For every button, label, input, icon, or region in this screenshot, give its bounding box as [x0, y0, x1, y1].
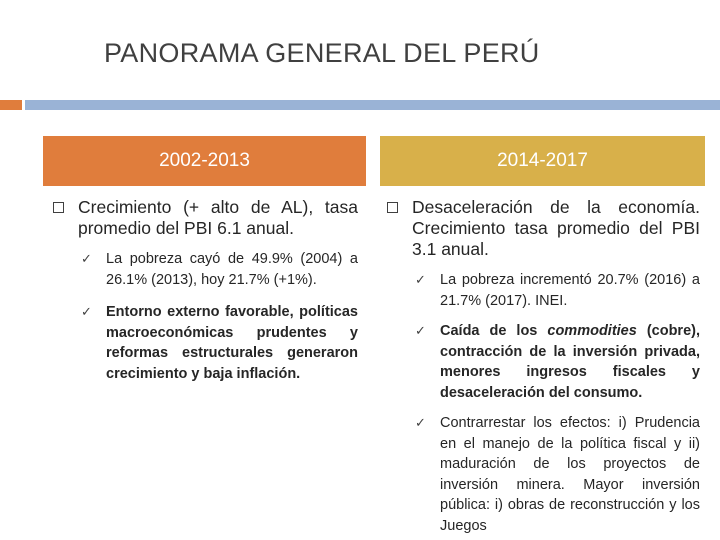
- checkmark-icon: ✓: [415, 415, 426, 430]
- sub-point-text: Entorno externo favorable, políticas macroeconómicas prudentes y reformas estructurales generaron crecimiento y baja inflación.: [106, 304, 358, 382]
- main-point-text: Desaceleración de la economía. Crecimiento tasa promedio del PBI 3.1 anual.: [412, 197, 700, 259]
- sub-point-text: [440, 323, 700, 401]
- sub-point-text: Contrarrestar los efectos: i) Prudencia en el manejo de la política fiscal y ii) maduración de los proyectos de inversión minera. Mayor inversión pública: i) obras de reconstrucción y los Juegos: [440, 415, 700, 534]
- sub-point: [382, 413, 700, 536]
- commodities-term: commodities: [547, 323, 637, 339]
- slide-title: PANORAMA GENERAL DEL PERÚ: [104, 38, 540, 68]
- left-column: [48, 197, 358, 384]
- checkmark-icon: ✓: [81, 251, 92, 266]
- causes-prefix: Caída de los: [440, 323, 548, 339]
- period-header-2014-2017: 2014-2017: [380, 136, 705, 186]
- accent-bar-orange: [0, 100, 22, 110]
- main-point-text: Crecimiento (+ alto de AL), tasa promedio del PBI 6.1 anual.: [78, 197, 358, 238]
- causes-suffix: (cobre), contracción de la inversión privada, menores ingresos fiscales y desaceleración del consumo.: [440, 323, 700, 401]
- sub-point-text: La pobreza incrementó 20.7% (2016) a 21.7% (2017). INEI.: [440, 272, 700, 309]
- square-bullet-icon: [53, 202, 64, 213]
- main-point: [48, 197, 358, 239]
- sub-point: [382, 321, 700, 403]
- right-column: [382, 197, 700, 536]
- sub-point: [48, 249, 358, 290]
- checkmark-icon: ✓: [81, 304, 92, 319]
- square-bullet-icon: [387, 202, 398, 213]
- checkmark-icon: ✓: [415, 272, 426, 287]
- sub-point: [382, 270, 700, 311]
- main-point: [382, 197, 700, 260]
- sub-point: [48, 302, 358, 384]
- accent-bar-blue: [25, 100, 720, 110]
- period-header-2002-2013: 2002-2013: [43, 136, 366, 186]
- checkmark-icon: ✓: [415, 323, 426, 338]
- sub-point-text: La pobreza cayó de 49.9% (2004) a 26.1% (2013), hoy 21.7% (+1%).: [106, 251, 358, 288]
